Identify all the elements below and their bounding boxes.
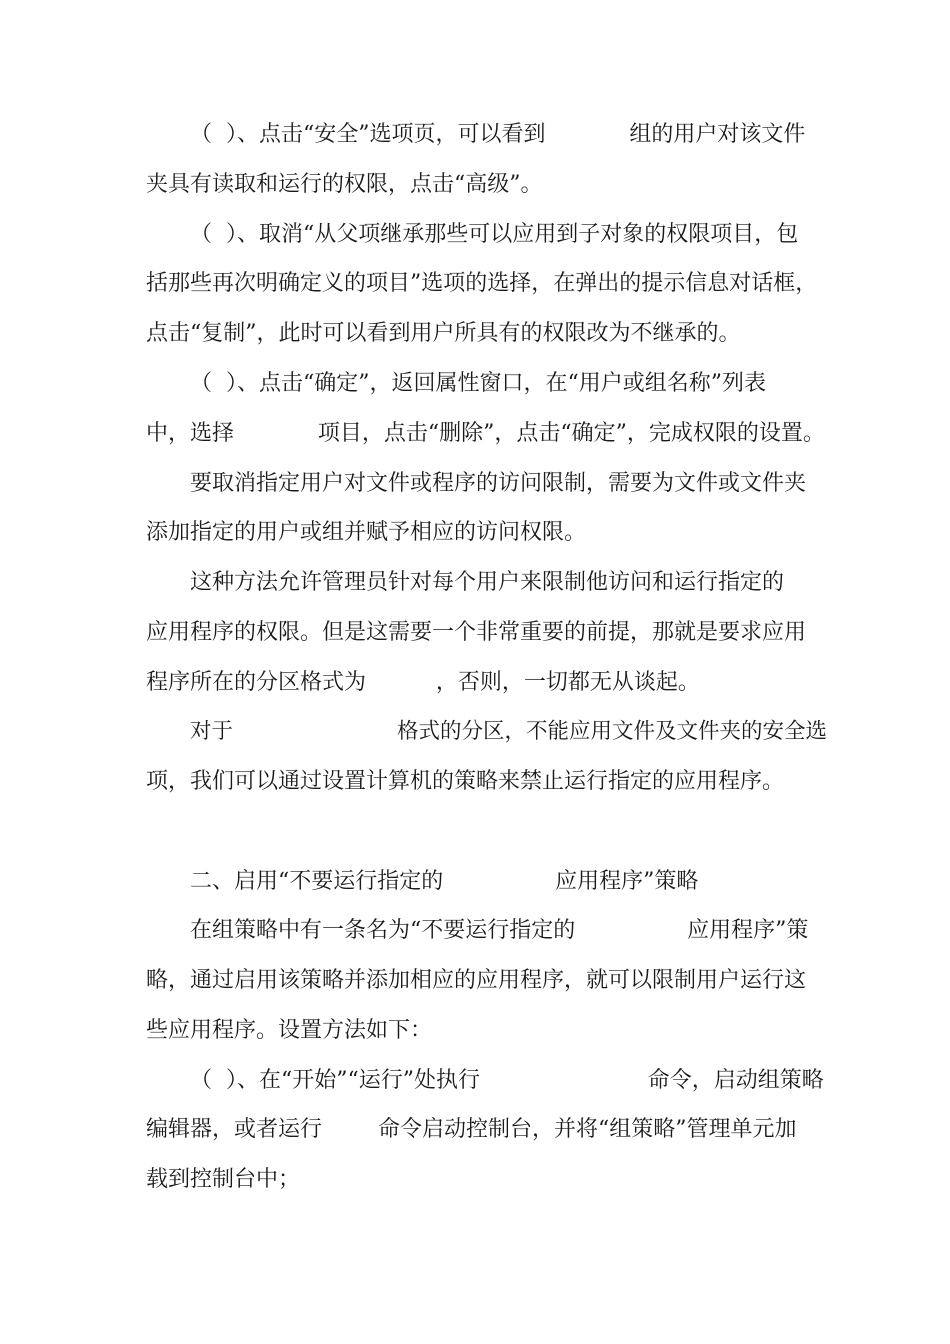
- paragraph-line: 中，选择 项目，点击“删除”，点击“确定”，完成权限的设置。: [146, 421, 825, 446]
- paragraph-line: 略，通过启用该策略并添加相应的应用程序，就可以限制用户运行这: [146, 968, 807, 993]
- paragraph-line: 些应用程序。设置方法如下：: [146, 1018, 433, 1043]
- paragraph-line: 夹具有读取和运行的权限，点击“高级”。: [146, 172, 543, 197]
- paragraph-line: 要取消指定用户对文件或程序的访问限制，需要为文件或文件夹: [190, 471, 807, 496]
- paragraph-line: （ ）、取消“从父项继承那些可以应用到子对象的权限项目，包: [190, 222, 799, 247]
- paragraph-line: （ ）、在“开始”“运行”处执行 命令，启动组策略: [190, 1068, 824, 1093]
- paragraph-line: （ ）、点击“确定”，返回属性窗口，在“用户或组名称”列表: [190, 371, 766, 396]
- paragraph-line: 点击“复制”，此时可以看到用户所具有的权限改为不继承的。: [146, 321, 741, 346]
- paragraph-line: 应用程序的权限。但是这需要一个非常重要的前提，那就是要求应用: [146, 620, 807, 645]
- paragraph-line: 这种方法允许管理员针对每个用户来限制他访问和运行指定的: [190, 570, 785, 595]
- section-heading: 二、启用“不要运行指定的 应用程序”策略: [190, 869, 699, 894]
- paragraph-line: 载到控制台中；: [146, 1167, 301, 1192]
- paragraph-line: 对于 格式的分区，不能应用文件及文件夹的安全选: [190, 719, 828, 744]
- paragraph-line: 程序所在的分区格式为 ，否则，一切都无从谈起。: [146, 670, 700, 695]
- paragraph-line: 编辑器，或者运行 命令启动控制台，并将“组策略”管理单元加: [146, 1117, 797, 1142]
- paragraph-line: 括那些再次明确定义的项目”选项的选择，在弹出的提示信息对话框，: [146, 271, 818, 296]
- paragraph-line: 项，我们可以通过设置计算机的策略来禁止运行指定的应用程序。: [146, 769, 785, 794]
- paragraph-line: 在组策略中有一条名为“不要运行指定的 应用程序”策: [190, 918, 809, 943]
- paragraph-line: 添加指定的用户或组并赋予相应的访问权限。: [146, 520, 587, 545]
- paragraph-line: （ ）、点击“安全”选项页，可以看到 组的用户对该文件: [190, 122, 806, 147]
